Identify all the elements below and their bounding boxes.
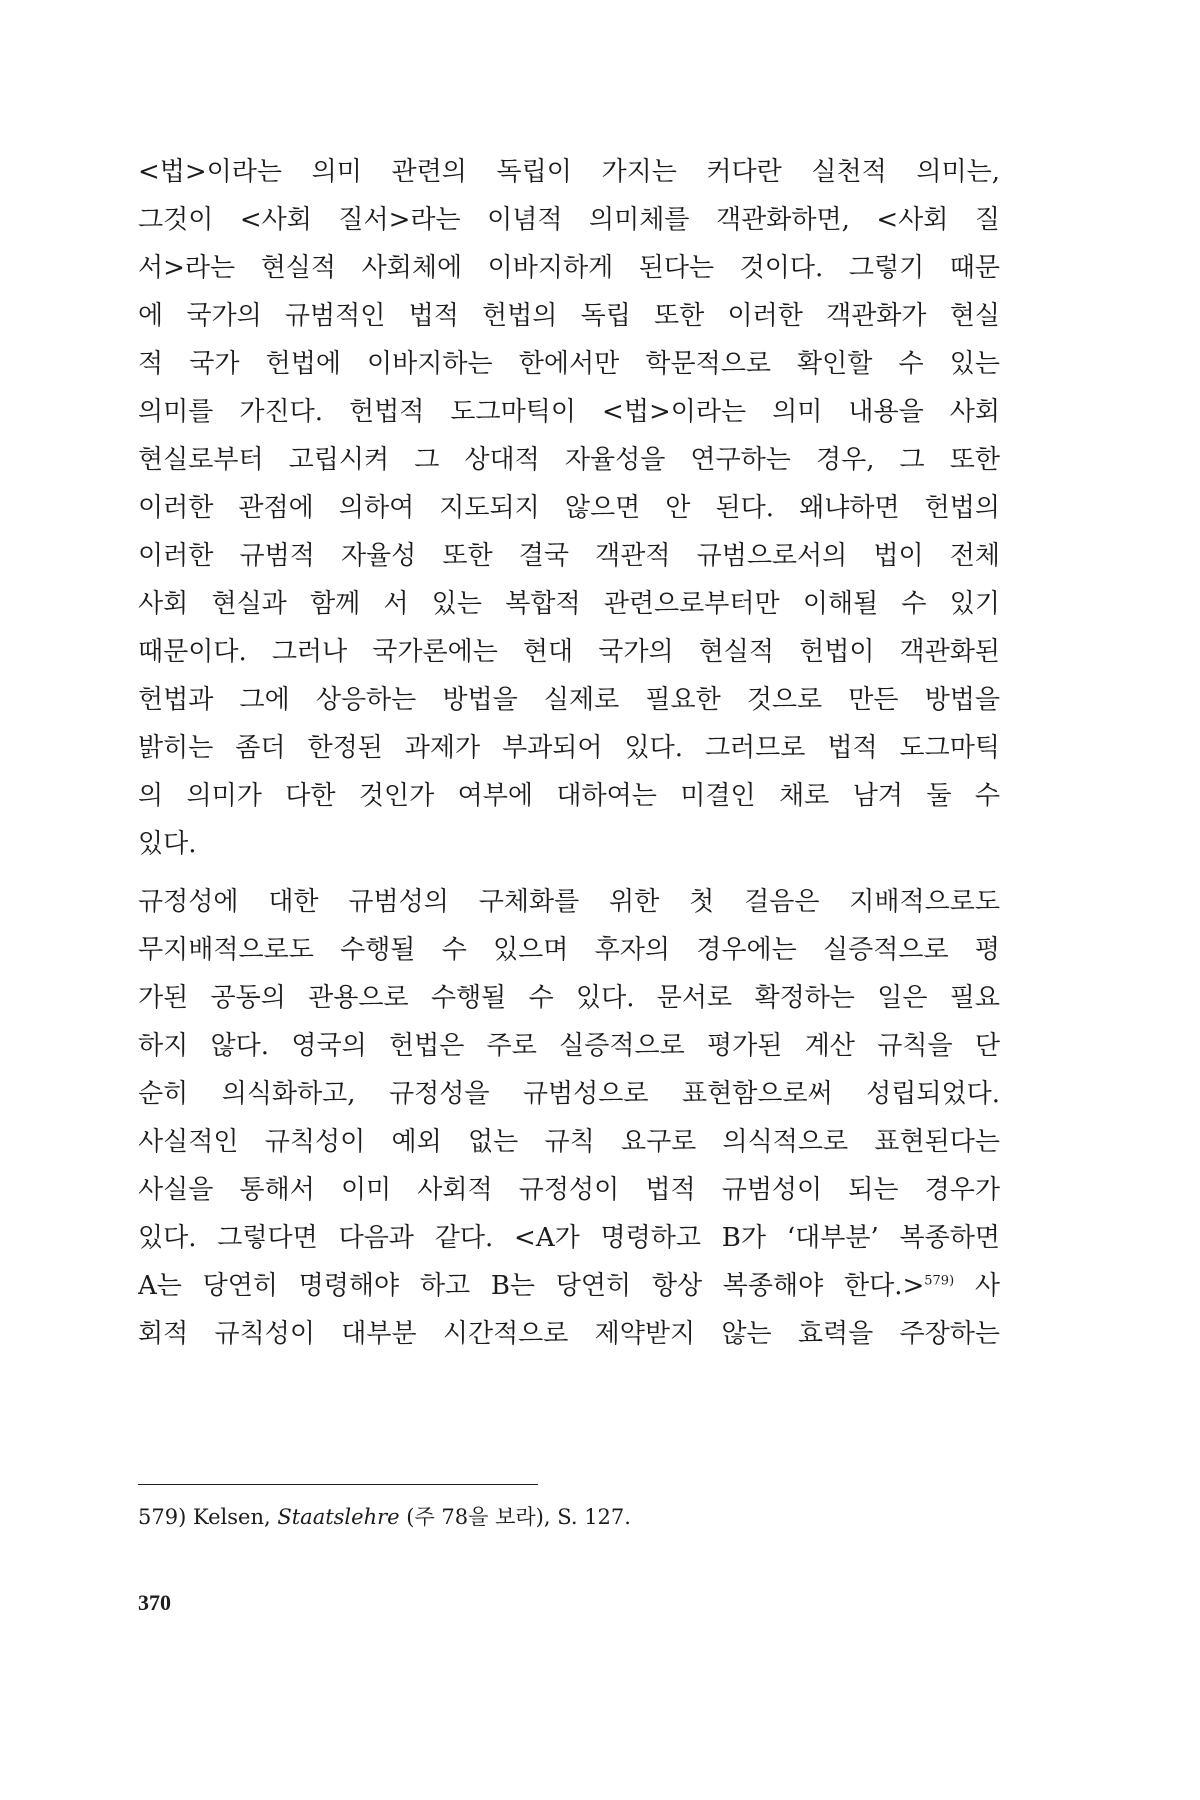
text-line: 회적 규칙성이 대부분 시간적으로 제약받지 않는 효력을 주장하는 [138, 1319, 1000, 1349]
text-line: 사실적인 규칙성이 예외 없는 규칙 요구로 의식적으로 표현된다는 [138, 1127, 1000, 1157]
text-line: 무지배적으로도 수행될 수 있으며 후자의 경우에는 실증적으로 평 [138, 935, 1000, 965]
text-line: 현실로부터 고립시켜 그 상대적 자율성을 연구하는 경우, 그 또한 [138, 445, 1000, 475]
text-line: 사회 현실과 함께 서 있는 복합적 관련으로부터만 이해될 수 있기 [138, 589, 1000, 619]
text-line: 가된 공동의 관용으로 수행될 수 있다. 문서로 확정하는 일은 필요 [138, 983, 1000, 1013]
text-line: 규정성에 대한 규범성의 구체화를 위한 첫 걸음은 지배적으로도 [138, 887, 1000, 917]
text-line: <법>이라는 의미 관련의 독립이 가지는 커다란 실천적 의미는, [138, 157, 1000, 187]
text-line-with-footnote-ref [138, 1262, 1000, 1310]
footnote [138, 1502, 631, 1532]
paragraph-2 [138, 878, 1000, 1358]
text-line: 서>라는 현실적 사회체에 이바지하게 된다는 것이다. 그렇기 때문 [138, 253, 1000, 283]
text-line: 그것이 <사회 질서>라는 이념적 의미체를 객관화하면, <사회 질 [138, 205, 1000, 235]
footnote-title: Staatslehre [277, 1505, 400, 1529]
text-line: 때문이다. 그러나 국가론에는 현대 국가의 현실적 헌법이 객관화된 [138, 637, 1000, 667]
body-text [138, 148, 1000, 1358]
footnote-reference[interactable]: 579) [924, 1273, 955, 1289]
text-line: 의 의미가 다한 것인가 여부에 대하여는 미결인 채로 남겨 둘 수 [138, 781, 1000, 811]
text-line: 밝히는 좀더 한정된 과제가 부과되어 있다. 그러므로 법적 도그마틱 [138, 733, 1000, 763]
text-line: 헌법과 그에 상응하는 방법을 실제로 필요한 것으로 만든 방법을 [138, 685, 1000, 715]
text-line: 사실을 통해서 이미 사회적 규정성이 법적 규범성이 되는 경우가 [138, 1175, 1000, 1205]
paragraph-gap [138, 868, 1000, 878]
footnote-citation: (주 78을 보라), S. 127. [406, 1505, 631, 1529]
text-line: 하지 않다. 영국의 헌법은 주로 실증적으로 평가된 계산 규칙을 단 [138, 1031, 1000, 1061]
text-line: 에 국가의 규범적인 법적 헌법의 독립 또한 이러한 객관화가 현실 [138, 301, 1000, 331]
text-segment: 사 [954, 1271, 1000, 1301]
footnote-author: Kelsen, [192, 1505, 271, 1529]
text-line: 이러한 규범적 자율성 또한 결국 객관적 규범으로서의 법이 전체 [138, 541, 1000, 571]
text-line: 적 국가 헌법에 이바지하는 한에서만 학문적으로 확인할 수 있는 [138, 349, 1000, 379]
footnote-divider [138, 1484, 538, 1485]
text-segment: A는 당연히 명령해야 하고 B는 당연히 항상 복종해야 한다.> [138, 1271, 925, 1301]
footnote-number: 579) [138, 1505, 187, 1529]
paragraph-1 [138, 148, 1000, 868]
text-line: 의미를 가진다. 헌법적 도그마틱이 <법>이라는 의미 내용을 사회 [138, 397, 1000, 427]
text-line: 이러한 관점에 의하여 지도되지 않으면 안 된다. 왜냐하면 헌법의 [138, 493, 1000, 523]
text-line: 있다. [138, 829, 197, 859]
text-line: 순히 의식화하고, 규정성을 규범성으로 표현함으로써 성립되었다. [138, 1079, 1000, 1109]
text-line: 있다. 그렇다면 다음과 같다. <A가 명령하고 B가 ‘대부분’ 복종하면 [138, 1223, 1000, 1253]
page-number: 370 [138, 1590, 171, 1615]
